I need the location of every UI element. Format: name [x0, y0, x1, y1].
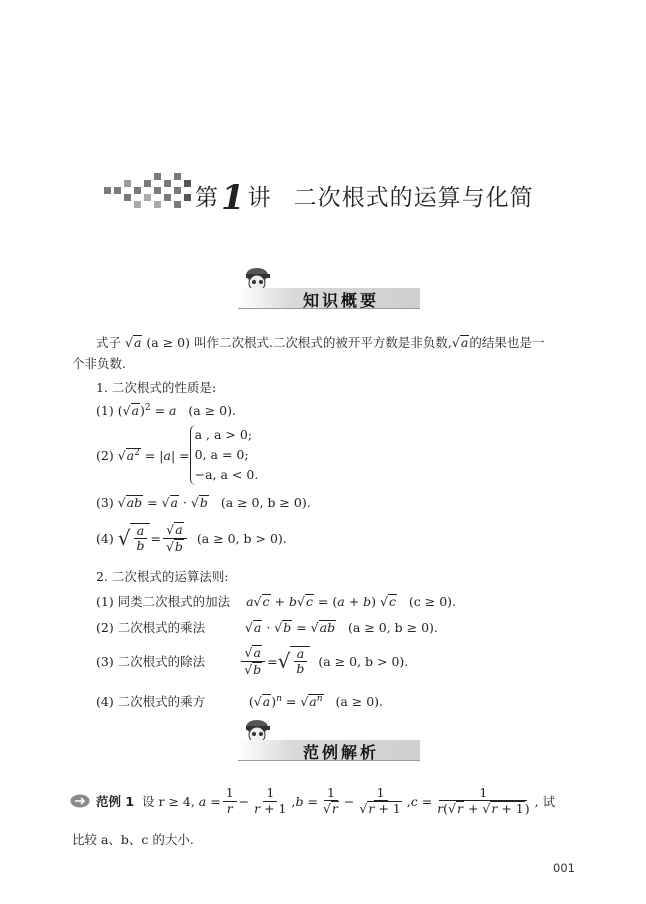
chapter-prefix: 第	[195, 185, 219, 211]
chapter-heading	[195, 174, 534, 218]
properties-heading: 1. 二次根式的性质是:	[96, 380, 217, 395]
property-1: (1) $(√a)^2 = a$ (a ≥ 0).	[96, 403, 236, 419]
intro-line-2: 个非负数.	[72, 356, 126, 371]
rule-1: (1) 同类二次根式的加法 a√c + b√c = (a + b) √c (c ≥ 0).	[96, 594, 457, 609]
section-title-examples: 范例解析	[303, 743, 380, 762]
rule-4: (4) 二次根式的乘方 $(√a)^n = √a^n$ (a ≥ 0).	[96, 693, 384, 709]
intro-line-1: 式子 √a (a ≥ 0) 叫作二次根式.二次根式的被开平方数是非负数,√a的结果也是一	[96, 335, 545, 350]
rule-3: (3) 二次根式的除法 $\frac{√a}{√b}$ = √ $\frac{a}{b}$ (a ≥ 0, b > 0).	[96, 645, 409, 677]
piecewise-bracket: a , a > 0; 0, a = 0; −a, a < 0.	[190, 425, 259, 485]
example-1-line-2: 比较 a、b、c 的大小.	[72, 832, 194, 847]
rules-heading: 2. 二次根式的运算法则:	[96, 569, 229, 584]
example-label: 范例 1	[96, 794, 135, 809]
section-title-knowledge: 知识概要	[303, 291, 380, 310]
property-4: (4) √ $\frac{a}{b}$ = $\frac{√a}{√b}$ (a ≥ 0, b > 0).	[96, 522, 287, 554]
page-number: 001	[553, 861, 575, 875]
example-1-line-1: 范例 1 设 r ≥ 4, a = $\frac{1}{r}$ − $\frac{1}{r + 1}$ , b = $\frac{1}{√r}$ − $\frac{1}{√r + 1}$ , c = $\frac{1}{r(√r + √r + 1)}$ , 试	[96, 784, 556, 816]
chapter-number: 1	[221, 178, 246, 218]
decorative-squares	[104, 173, 190, 209]
rule-2: (2) 二次根式的乘法 √a · √b = √ab (a ≥ 0, b ≥ 0).	[96, 620, 438, 635]
chapter-suffix: 讲	[247, 185, 272, 211]
chapter-title: 二次根式的运算与化简	[293, 185, 534, 211]
example-arrow-icon	[70, 794, 90, 808]
property-2: (2) √ $a^2$ = | a | = a , a > 0; 0, a = 0; −a, a < 0.	[96, 425, 258, 485]
property-3: (3) √ab = √a · √b (a ≥ 0, b ≥ 0).	[96, 495, 311, 510]
